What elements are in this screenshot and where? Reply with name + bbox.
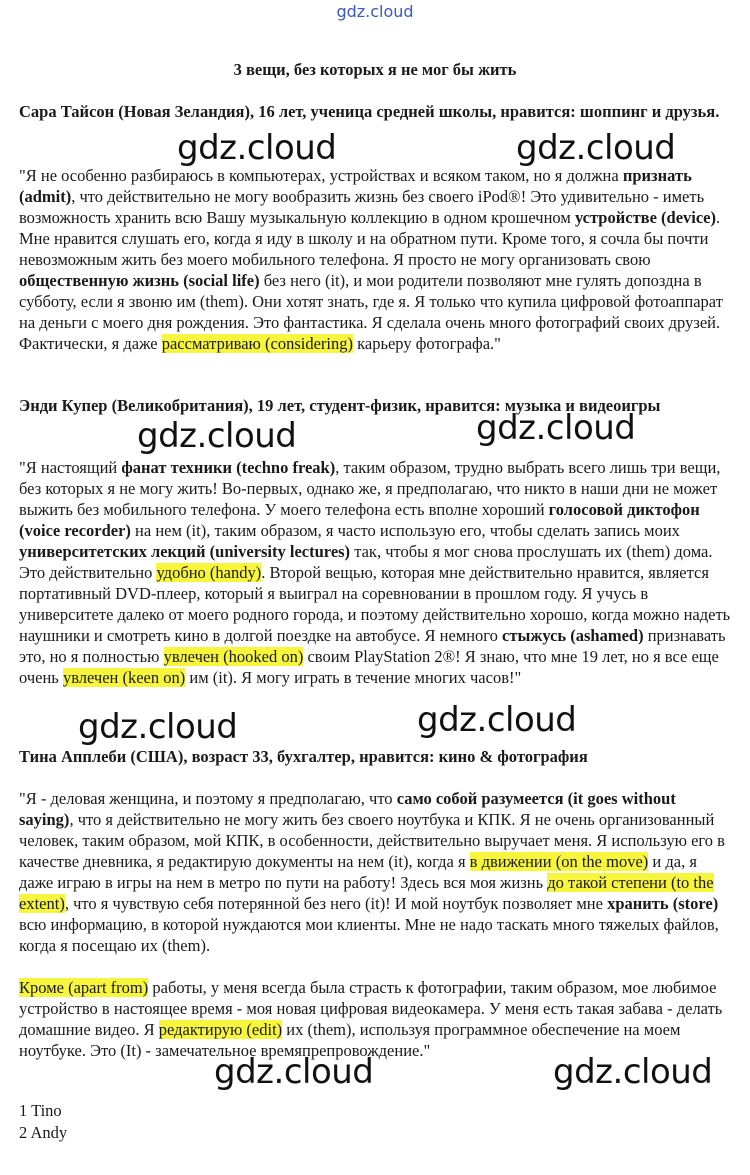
section-paragraph-tina-1: "Я - деловая женщина, и поэтому я предполагаю, что само собой разумеется (it goes without saying), что я действительно не могу жить без своего ноутбука и КПК. Я не очень организованный человек, таким образом, мой КПК, в особенности, действительно выручает меня. Я использую его в качестве дневника, я редактирую документы на нем (it), когда я в движении (on the move) и да, я даже играю в игры на нем в метро по пути на работу! Здесь вся моя жизнь до такой степени (to the extent), что я чувствую себя потерянной без него (it)! И мой ноутбук позволяет мне хранить (store) всю информацию, в которой нуждаются мои клиенты. Мне не надо таскать много тяжелых файлов, когда я посещаю их (them). <box>19 789 725 955</box>
watermark-logo: gdz.cloud <box>476 408 636 448</box>
watermark-logo: gdz.cloud <box>177 128 337 168</box>
section-paragraph-andy: "Я настоящий фанат техники (techno freak), таким образом, трудно выбрать всего лишь три вещи, без которых я не могу жить! Во-первых, однако же, я предполагаю, что никто в наши дни не может выжить без мобильного телефона. У моего телефона есть вполне хороший голосовой диктофон (voice recorder) на нем (it), таким образом, я часто использую его, чтобы сделать запись моих университетских лекций (university lectures) так, чтобы я мог снова прослушать их (them) дома. Это действительно удобно (handy). Второй вещью, которая мне действительно нравится, является портативный DVD-плеер, который я выиграл на соревновании в прошлом году. Я учусь в университете далеко от моего родного города, и поэтому действительно хорошо, когда можно надеть наушники и смотреть кино в долгой поездке на автобусе. Я немного стыжусь (ashamed) признавать это, но я полностью увлечен (hooked on) своим PlayStation 2®! Я знаю, что мне 19 лет, но я все еще очень увлечен (keen on) им (it). Я могу играть в течение многих часов!" <box>19 458 731 687</box>
answer-notes <box>19 1100 67 1144</box>
highlighted-term: редактирую (edit) <box>158 1020 283 1039</box>
section-header-sara: Сара Тайсон (Новая Зеландия), 16 лет, ученица средней школы, нравится: шоппинг и друзья. <box>19 102 720 121</box>
site-logo[interactable]: gdz.cloud <box>336 2 414 21</box>
section-header-tina: Тина Апплеби (США), возраст 33, бухгалтер, нравится: кино & фотография <box>19 747 588 766</box>
document-title: 3 вещи, без которых я не мог бы жить <box>233 60 517 79</box>
bold-term: устройстве (device) <box>574 208 717 227</box>
bold-term: университетских лекций (university lectures) <box>19 542 351 561</box>
watermark-logo: gdz.cloud <box>417 700 577 740</box>
highlighted-term: Кроме (apart from) <box>19 978 149 997</box>
note-item: 2 Andy <box>19 1123 68 1142</box>
bold-term: фанат техники (techno freak) <box>121 458 336 477</box>
bold-term: хранить (store) <box>607 894 719 913</box>
bold-term: стыжусь (ashamed) <box>502 626 644 645</box>
bold-term: само собой разумеется (it goes without saying) <box>19 789 676 829</box>
highlighted-term: рассматриваю (considering) <box>161 334 353 353</box>
bold-term: общественную жизнь (social life) <box>19 271 260 290</box>
section-header-andy: Энди Купер (Великобритания), 19 лет, студент-физик, нравится: музыка и видеоигры <box>19 396 661 415</box>
bold-term: признать (admit) <box>19 166 692 206</box>
highlighted-term: увлечен (keen on) <box>62 668 186 687</box>
highlighted-term: в движении (on the move) <box>469 852 649 871</box>
watermark-logo: gdz.cloud <box>214 1052 374 1092</box>
watermark-logo: gdz.cloud <box>78 707 238 747</box>
watermark-logo: gdz.cloud <box>516 128 676 168</box>
highlighted-term: до такой степени (to the extent) <box>19 873 714 913</box>
note-item: 1 Tino <box>19 1101 62 1120</box>
watermark-logo: gdz.cloud <box>137 416 297 456</box>
section-paragraph-sara: "Я не особенно разбираюсь в компьютерах, устройствах и всяком таком, но я должна признать (admit), что действительно не могу вообразить жизнь без своего iPod®! Это удивительно - иметь возможность хранить всю Вашу музыкальную коллекцию в одном крошечном устройстве (device). Мне нравится слушать его, когда я иду в школу и на обратном пути. Кроме того, я сочла бы почти невозможным жить без моего мобильного телефона. Я просто не могу организовать свою общественную жизнь (social life) без него (it), и мои родители позволяют мне гулять допоздна в субботу, если я звоню им (them). Они хотят знать, где я. Я только что купила цифровой фотоаппарат на деньги с моего дня рождения. Это фантастика. Я сделала очень много фотографий своих друзей. Фактически, я даже рассматриваю (considering) карьеру фотографа." <box>19 166 723 353</box>
watermark-logo: gdz.cloud <box>553 1052 713 1092</box>
bold-term: голосовой диктофон (voice recorder) <box>19 500 700 540</box>
highlighted-term: удобно (handy) <box>156 563 262 582</box>
highlighted-term: увлечен (hooked on) <box>163 647 304 666</box>
section-paragraph-tina-2: Кроме (apart from) работы, у меня всегда была страсть к фотографии, таким образом, мое любимое устройство в настоящее время - моя новая цифровая видеокамера. У меня есть такая забава - делать домашние видео. Я редактирую (edit) их (them), используя программное обеспечение на моем ноутбуке. Это (It) - замечательное времяпрепровождение." <box>19 978 723 1060</box>
